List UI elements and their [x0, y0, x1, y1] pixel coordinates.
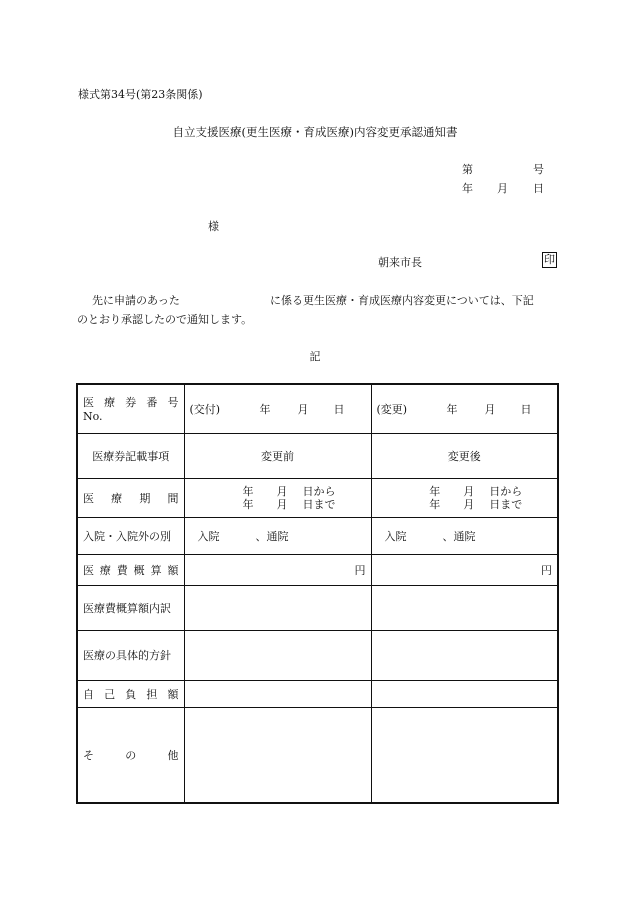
- inout-after-out: 、通院: [442, 529, 476, 543]
- period-after-to-year: 年: [429, 497, 441, 511]
- period-after-cell: [371, 478, 558, 517]
- form-number-label: 様式第34号(第23条関係): [78, 88, 203, 101]
- inout-after-cell: [371, 517, 558, 554]
- date-year: 年: [462, 182, 473, 195]
- policy-before: [184, 630, 371, 680]
- self-pay-label: 自 己 負 担 額: [83, 687, 179, 701]
- period-before-cell: [184, 478, 371, 517]
- period-after-from-year: 年: [429, 484, 441, 498]
- inout-after-in: 入院: [384, 529, 407, 543]
- doc-number-prefix: 第: [462, 163, 473, 176]
- cost-label-cell: [77, 554, 184, 585]
- breakdown-before: [184, 585, 371, 630]
- cert-number-label-cell: [77, 384, 184, 433]
- breakdown-label: 医療費概算額内訳: [77, 585, 184, 630]
- cert-number-label: 医 療 券 番 号: [83, 396, 179, 410]
- period-before-to-day: 日まで: [302, 497, 336, 511]
- doc-number-suffix: 号: [533, 163, 544, 176]
- period-before-to-year: 年: [242, 497, 254, 511]
- cert-issued-label: (交付): [189, 402, 221, 416]
- table-row-policy: [77, 630, 558, 680]
- cost-label: 医 療 費 概 算 額: [83, 563, 179, 577]
- cert-changed-month: 月: [484, 402, 496, 416]
- inout-before-out: 、通院: [255, 529, 289, 543]
- cert-issued-month: 月: [297, 402, 309, 416]
- cert-changed-year: 年: [446, 402, 458, 416]
- header-label: 医療券記載事項: [77, 433, 184, 478]
- cert-issued-day: 日: [333, 402, 345, 416]
- table-row-self-pay: [77, 680, 558, 707]
- seal-mark: 印: [544, 253, 555, 266]
- cert-issued-cell: [184, 384, 371, 433]
- header-before: 変更前: [184, 433, 371, 478]
- table-row-other: [77, 707, 558, 803]
- inout-before-in: 入院: [197, 529, 220, 543]
- other-after: [371, 707, 558, 803]
- body-text-line1-start: 先に申請のあった: [92, 294, 180, 307]
- approval-table: [76, 383, 559, 804]
- other-before: [184, 707, 371, 803]
- issuer-name: 朝来市長: [378, 256, 422, 269]
- breakdown-after: [371, 585, 558, 630]
- period-label: 医 療 期 間: [83, 491, 179, 505]
- other-label: そ の 他: [83, 748, 179, 762]
- table-row-header: [77, 433, 558, 478]
- body-text-line2: のとおり承認したので通知します。: [77, 313, 253, 326]
- self-pay-label-cell: [77, 680, 184, 707]
- cert-changed-cell: [371, 384, 558, 433]
- period-label-cell: [77, 478, 184, 517]
- policy-label: 医療の具体的方針: [77, 630, 184, 680]
- cert-changed-label: (変更): [376, 402, 408, 416]
- period-before-from-day: 日から: [302, 484, 336, 498]
- table-row-breakdown: [77, 585, 558, 630]
- period-before-from-year: 年: [242, 484, 254, 498]
- period-before-from-month: 月: [276, 484, 288, 498]
- period-after-to-day: 日まで: [489, 497, 523, 511]
- body-text-line1-end: に係る更生医療・育成医療内容変更については、下記: [270, 294, 534, 307]
- inout-before-cell: [184, 517, 371, 554]
- period-before-to-month: 月: [276, 497, 288, 511]
- date-month: 月: [497, 182, 508, 195]
- table-row-period: [77, 478, 558, 517]
- cert-issued-year: 年: [259, 402, 271, 416]
- table-row-cost: [77, 554, 558, 585]
- period-after-to-month: 月: [463, 497, 475, 511]
- addressee-honorific: 様: [208, 220, 219, 233]
- self-pay-after: [371, 680, 558, 707]
- ki-heading: 記: [309, 350, 321, 363]
- cost-after-unit: 円: [371, 554, 558, 585]
- cost-before-unit: 円: [184, 554, 371, 585]
- period-after-from-month: 月: [463, 484, 475, 498]
- self-pay-before: [184, 680, 371, 707]
- policy-after: [371, 630, 558, 680]
- cert-number-sub: No.: [83, 410, 103, 424]
- cert-changed-day: 日: [520, 402, 532, 416]
- header-after: 変更後: [371, 433, 558, 478]
- inout-label: 入院・入院外の別: [77, 517, 184, 554]
- table-row-cert-number: [77, 384, 558, 433]
- other-label-cell: [77, 707, 184, 803]
- document-title: 自立支援医療(更生医療・育成医療)内容変更承認通知書: [172, 125, 458, 139]
- period-after-from-day: 日から: [489, 484, 523, 498]
- table-row-inout: [77, 517, 558, 554]
- date-day: 日: [533, 182, 544, 195]
